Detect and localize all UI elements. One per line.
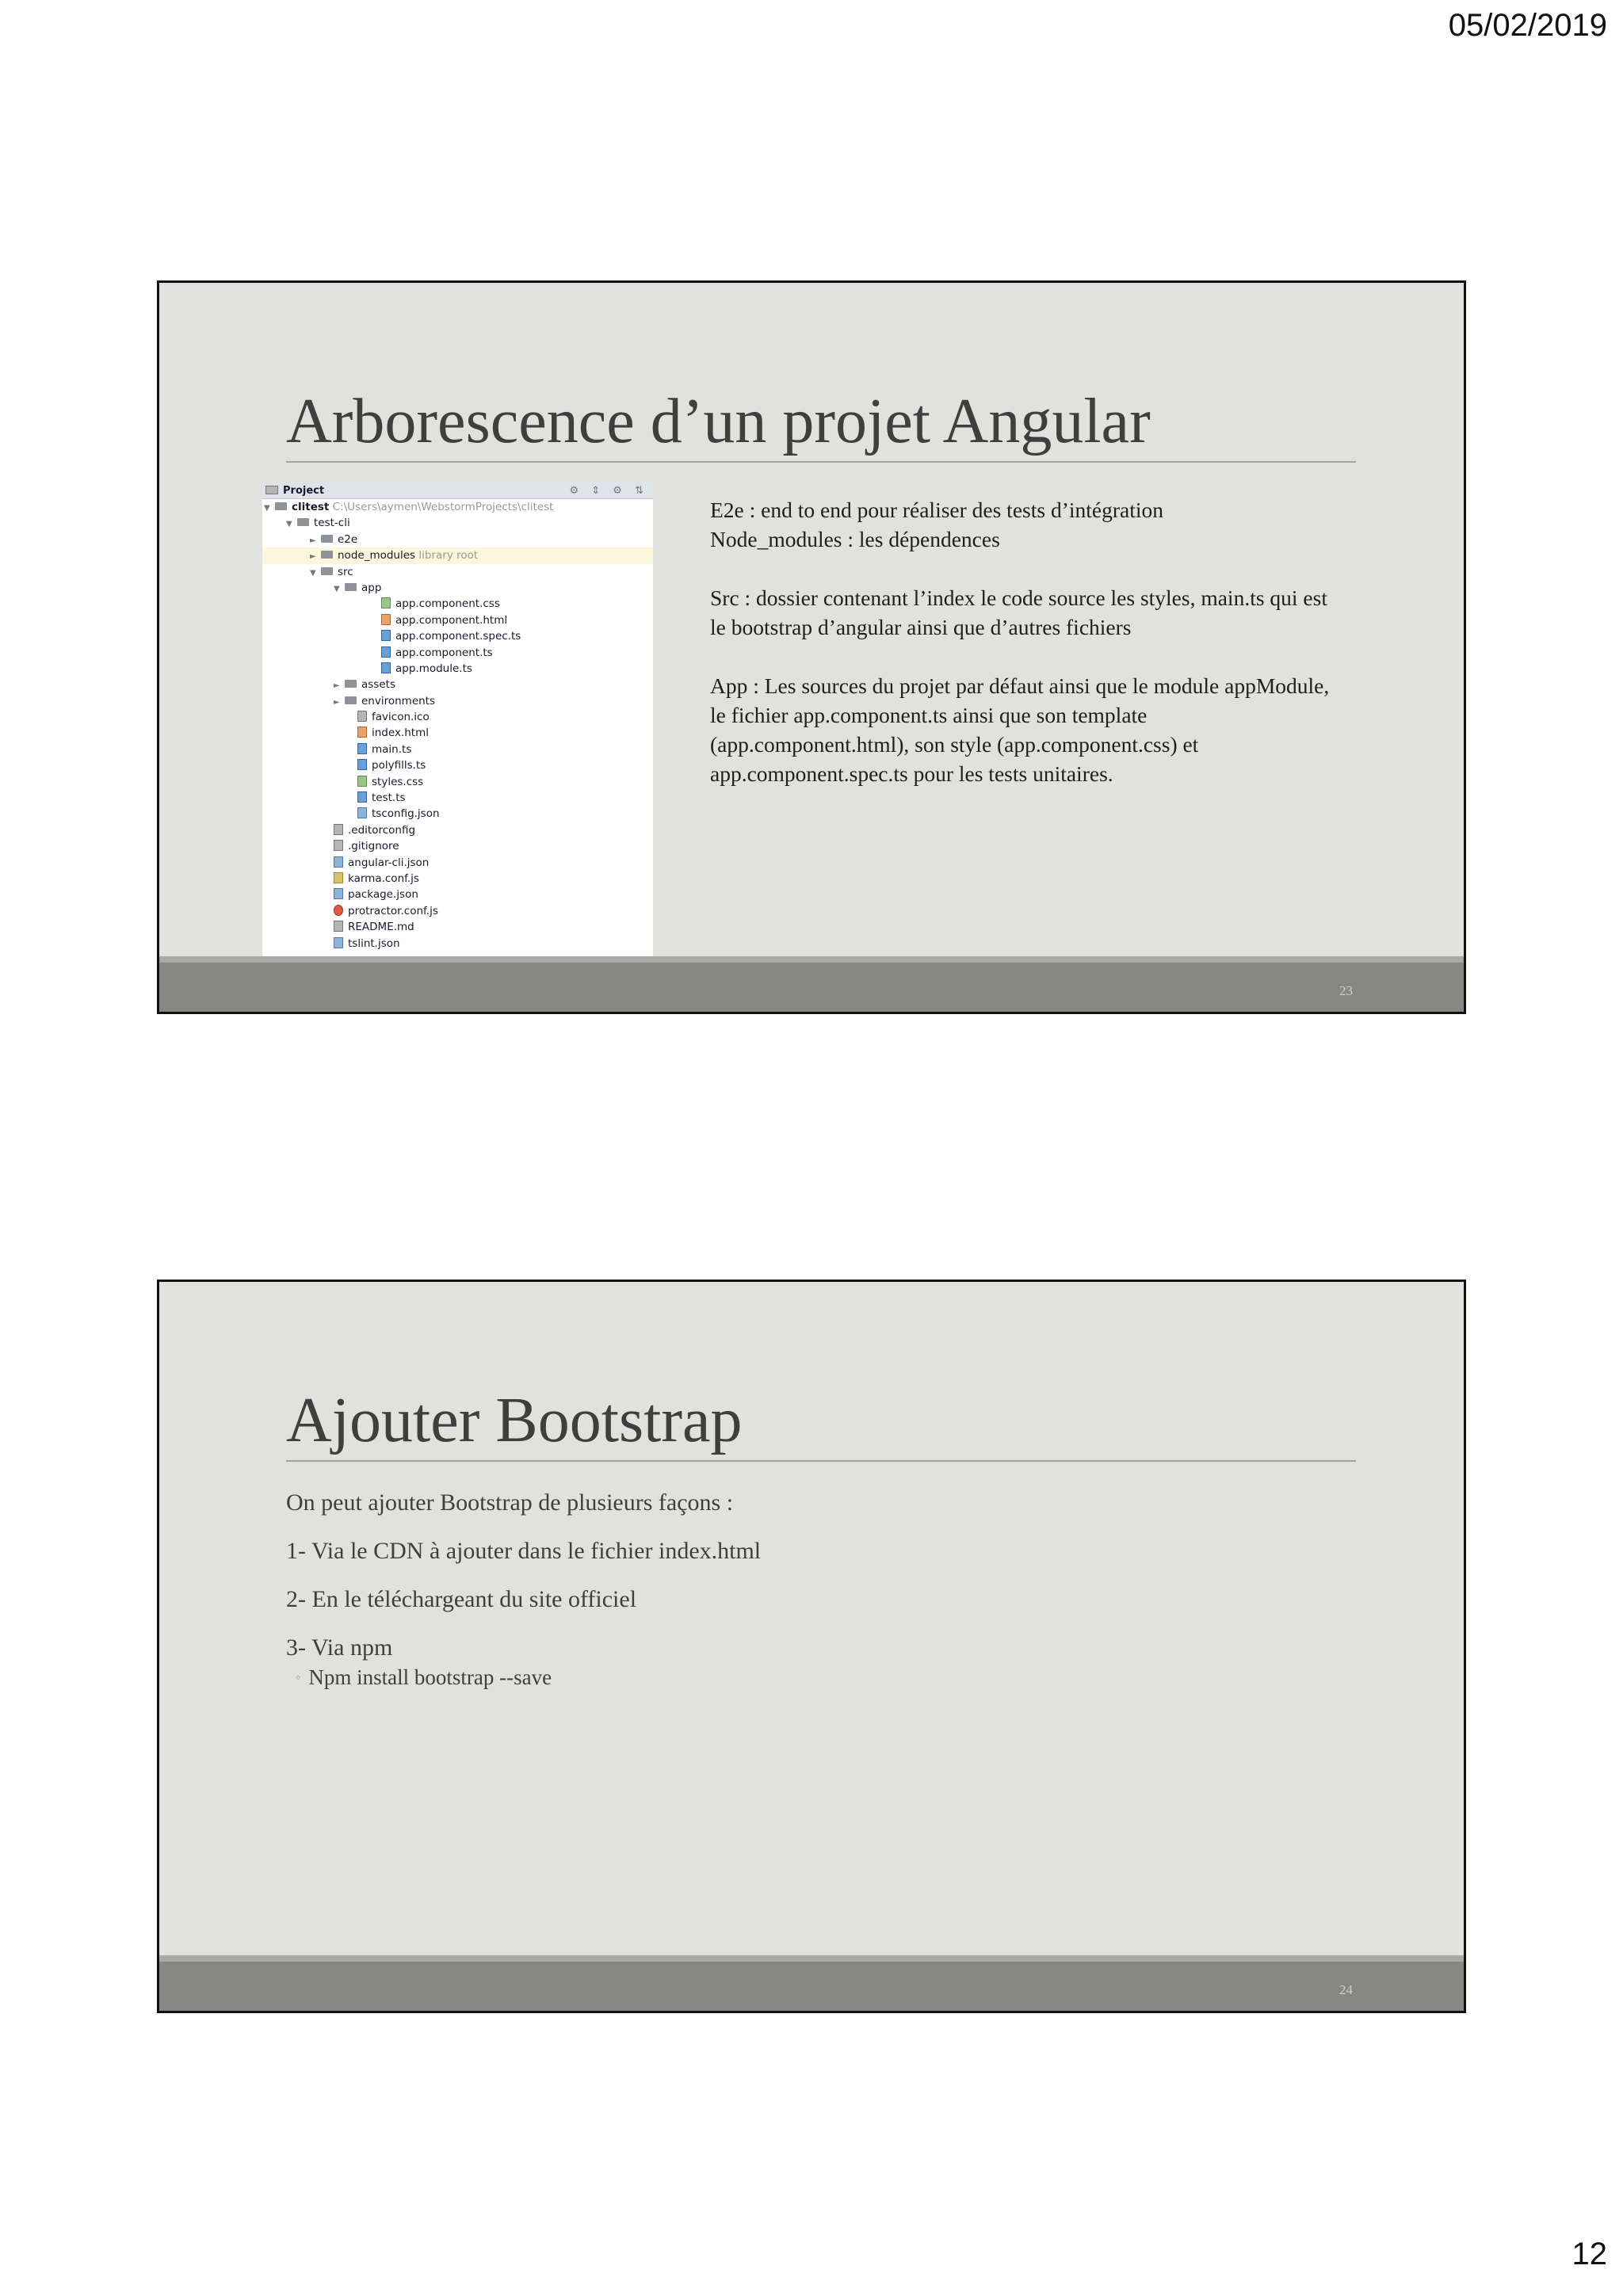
tree-row: app.component.spec.ts: [262, 628, 653, 644]
page-date: 05/02/2019: [1448, 8, 1607, 43]
json-file-icon: [334, 937, 343, 948]
ts-file-icon: [381, 630, 391, 641]
slide-body-text: [710, 495, 1407, 818]
folder-icon: [345, 583, 357, 591]
tree-row: .gitignore: [262, 838, 653, 854]
config-file-icon: [334, 840, 343, 851]
tree-row: app.component.html: [262, 612, 653, 628]
tree-row: test.ts: [262, 790, 653, 806]
tree-row: app.component.ts: [262, 645, 653, 661]
tree-row: styles.css: [262, 774, 653, 790]
circle-bullet-icon: ◦: [296, 1669, 301, 1685]
css-file-icon: [381, 597, 391, 608]
slide-title: Arborescence d’un projet Angular: [286, 390, 1356, 463]
html-file-icon: [357, 727, 367, 738]
folder-icon: [275, 502, 287, 510]
ts-file-icon: [357, 759, 367, 770]
slide-footer-bar: [159, 1955, 1464, 2011]
bullet-line: 2- En le téléchargeant du site officiel: [286, 1586, 637, 1612]
tree-row: ► node_modules library root: [262, 547, 653, 563]
slide-footer-bar: [159, 956, 1464, 1012]
js-file-icon: [334, 872, 343, 883]
slide-number: 24: [1339, 1982, 1353, 1997]
tree-row: main.ts: [262, 742, 653, 757]
tree-row: ► environments: [334, 694, 436, 707]
folder-icon: [321, 567, 333, 575]
sub-bullet: ◦ Npm install bootstrap --save: [296, 1665, 552, 1689]
slide-24: [157, 1280, 1466, 2013]
paragraph: E2e : end to end pour réaliser des tests d’intégration Node_modules : les dépendences: [710, 498, 1163, 551]
bullet-line: On peut ajouter Bootstrap de plusieurs façons :: [286, 1489, 734, 1516]
project-panel-header: [262, 482, 653, 499]
tree-row: package.json: [262, 887, 653, 902]
tree-row: app.component.css: [262, 596, 653, 612]
tree-row: polyfills.ts: [262, 757, 653, 773]
json-file-icon: [357, 807, 367, 818]
slide-title: Ajouter Bootstrap: [286, 1389, 1356, 1462]
page-number: 12: [1571, 2237, 1607, 2271]
folder-icon: [297, 518, 309, 526]
tree-row: ▼ src: [310, 565, 353, 578]
paragraph: Src : dossier contenant l’index le code source les styles, main.ts qui est le bootstrap d’angular ainsi que d’autres fichiers: [710, 585, 1327, 639]
ico-file-icon: [357, 711, 367, 722]
paragraph: App : Les sources du projet par défaut ainsi que le module appModule, le fichier app.component.ts ainsi que son template (app.component.html), son style (app.component.css) et app.component.spec.ts pour les tests unitaires.: [710, 673, 1330, 786]
config-file-icon: [334, 824, 343, 835]
css-file-icon: [357, 776, 367, 787]
folder-icon: [345, 696, 357, 704]
html-file-icon: [381, 614, 391, 625]
tree-row: ► e2e: [310, 532, 358, 546]
tree-row: protractor.conf.js: [262, 903, 653, 919]
bullet-line: 3- Via npm: [286, 1634, 393, 1661]
tree-row: angular-cli.json: [262, 855, 653, 871]
slide-body-text: [286, 1489, 1316, 1690]
ts-file-icon: [381, 646, 391, 658]
tree-row: ▼ clitest C:\Users\aymen\WebstormProjects\clitest: [264, 501, 554, 513]
ts-file-icon: [357, 791, 367, 803]
folder-icon: [345, 680, 357, 688]
slide-23: [157, 280, 1466, 1014]
tree-row: tsconfig.json: [262, 806, 653, 822]
tree-row: ► assets: [334, 678, 395, 692]
ts-file-icon: [381, 662, 391, 673]
tree-row: .editorconfig: [262, 822, 653, 838]
protractor-file-icon: [334, 905, 343, 916]
tree-row: index.html: [262, 725, 653, 741]
folder-icon: [321, 535, 333, 543]
project-icon: [265, 486, 278, 494]
tree-row: favicon.ico: [262, 709, 653, 725]
tree-row: tslint.json: [262, 936, 653, 952]
tree-row: app.module.ts: [262, 661, 653, 677]
bullet-line: 1- Via le CDN à ajouter dans le fichier index.html: [286, 1538, 762, 1564]
folder-icon: [321, 551, 333, 559]
toolbar-icons: ⚙ ⇕ ⚙ ⇅: [569, 484, 648, 497]
project-panel-title: Project: [283, 484, 325, 497]
tree-row: karma.conf.js: [262, 871, 653, 887]
json-file-icon: [334, 856, 343, 868]
tree-row: ▼ app: [334, 581, 382, 594]
ts-file-icon: [357, 743, 367, 754]
tree-row: ▼ test-cli: [286, 517, 350, 530]
json-file-icon: [334, 888, 343, 899]
slide-number: 23: [1339, 983, 1353, 998]
project-tree-screenshot: [262, 482, 653, 958]
markdown-file-icon: [334, 921, 343, 932]
tree-row: README.md: [262, 919, 653, 935]
